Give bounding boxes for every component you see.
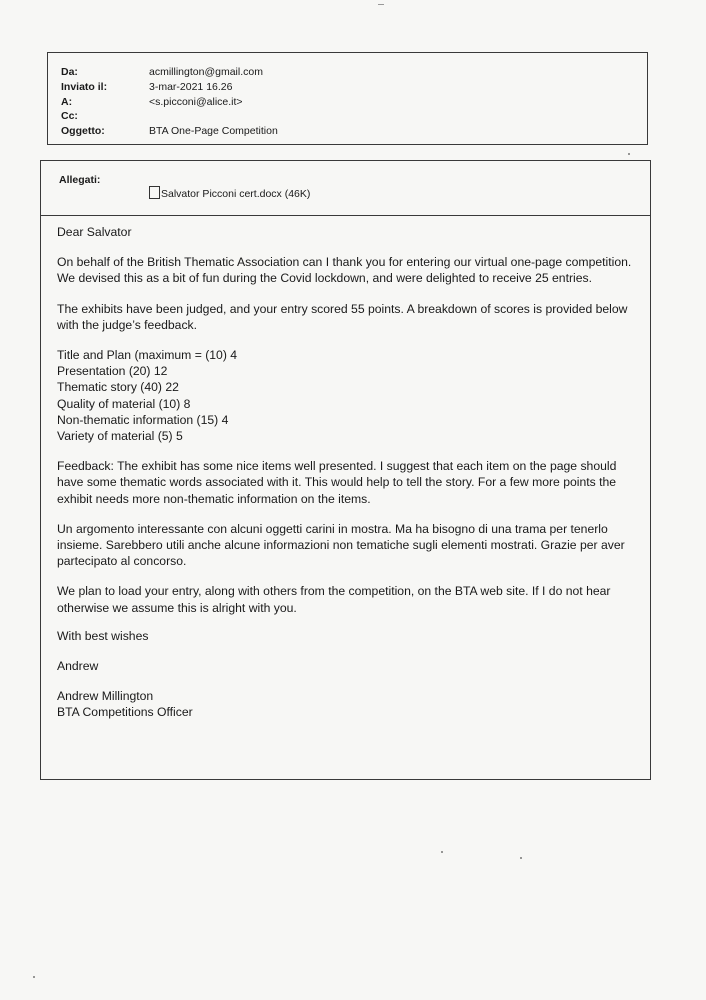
score-item: Non-thematic information (15) 4: [57, 412, 229, 427]
scan-speck: [378, 4, 384, 5]
attachment-filename: Salvator Picconi cert.docx (46K): [161, 188, 311, 200]
score-item: Variety of material (5) 5: [57, 429, 183, 444]
to-value: <s.picconi@alice.it>: [149, 96, 243, 108]
scan-speck: [520, 857, 522, 859]
score-item: Title and Plan (maximum = (10) 4: [57, 348, 238, 363]
email-message: [57, 224, 637, 721]
greeting: Dear Salvator: [57, 225, 132, 239]
attachments-label: Allegati:: [59, 174, 101, 186]
subject-value: BTA One-Page Competition: [149, 125, 278, 137]
paragraph-feedback: Feedback: The exhibit has some nice items well presented. I suggest that each item on the page should have some thematic words associated with it. This would help to tell the story. For a few more points the exhibit needs more non-thematic information on the items.: [57, 459, 617, 506]
closing: With best wishes: [57, 628, 149, 643]
from-value: acmillington@gmail.com: [149, 66, 263, 78]
scan-speck: [441, 851, 443, 853]
scores-list: [57, 347, 637, 444]
attachment-link[interactable]: [149, 187, 310, 200]
paragraph-intro: On behalf of the British Thematic Association can I thank you for entering our virtual one-page competition. We devised this as a bit of fun during the Covid lockdown, and were delighted to receive 25 entries.: [57, 255, 632, 286]
scan-speck: [628, 153, 630, 155]
score-item: Presentation (20) 12: [57, 364, 168, 379]
subject-label: Oggetto:: [61, 125, 105, 137]
from-label: Da:: [61, 66, 78, 78]
scan-speck: [33, 976, 35, 978]
paragraph-italian: Un argomento interessante con alcuni oggetti carini in mostra. Ma ha bisogno di una trama per tenerlo insieme. Sarebbero utili anche alcune informazioni non tematiche sugli elementi mostrati. Grazie per aver partecipato al concorso.: [57, 521, 625, 569]
cc-label: Cc:: [61, 110, 78, 122]
signature-first: Andrew: [57, 659, 99, 674]
attachments-section: [41, 161, 650, 216]
to-label: A:: [61, 96, 73, 108]
paragraph-judged: The exhibits have been judged, and your entry scored 55 points. A breakdown of scores is provided below with the judge’s feedback.: [57, 301, 628, 332]
document-icon: [149, 186, 160, 199]
sent-label: Inviato il:: [61, 81, 108, 93]
paragraph-plan: We plan to load your entry, along with others from the competition, on the BTA web site. If I do not hear otherwise we assume this is alright with you.: [57, 584, 611, 615]
sent-value: 3-mar-2021 16.26: [149, 81, 233, 93]
email-header-box: [47, 52, 648, 145]
score-item: Quality of material (10) 8: [57, 396, 191, 411]
email-body-box: [40, 160, 651, 780]
score-item: Thematic story (40) 22: [57, 380, 179, 395]
signature-title: BTA Competitions Officer: [57, 705, 193, 720]
signature-name: Andrew Millington: [57, 689, 154, 704]
